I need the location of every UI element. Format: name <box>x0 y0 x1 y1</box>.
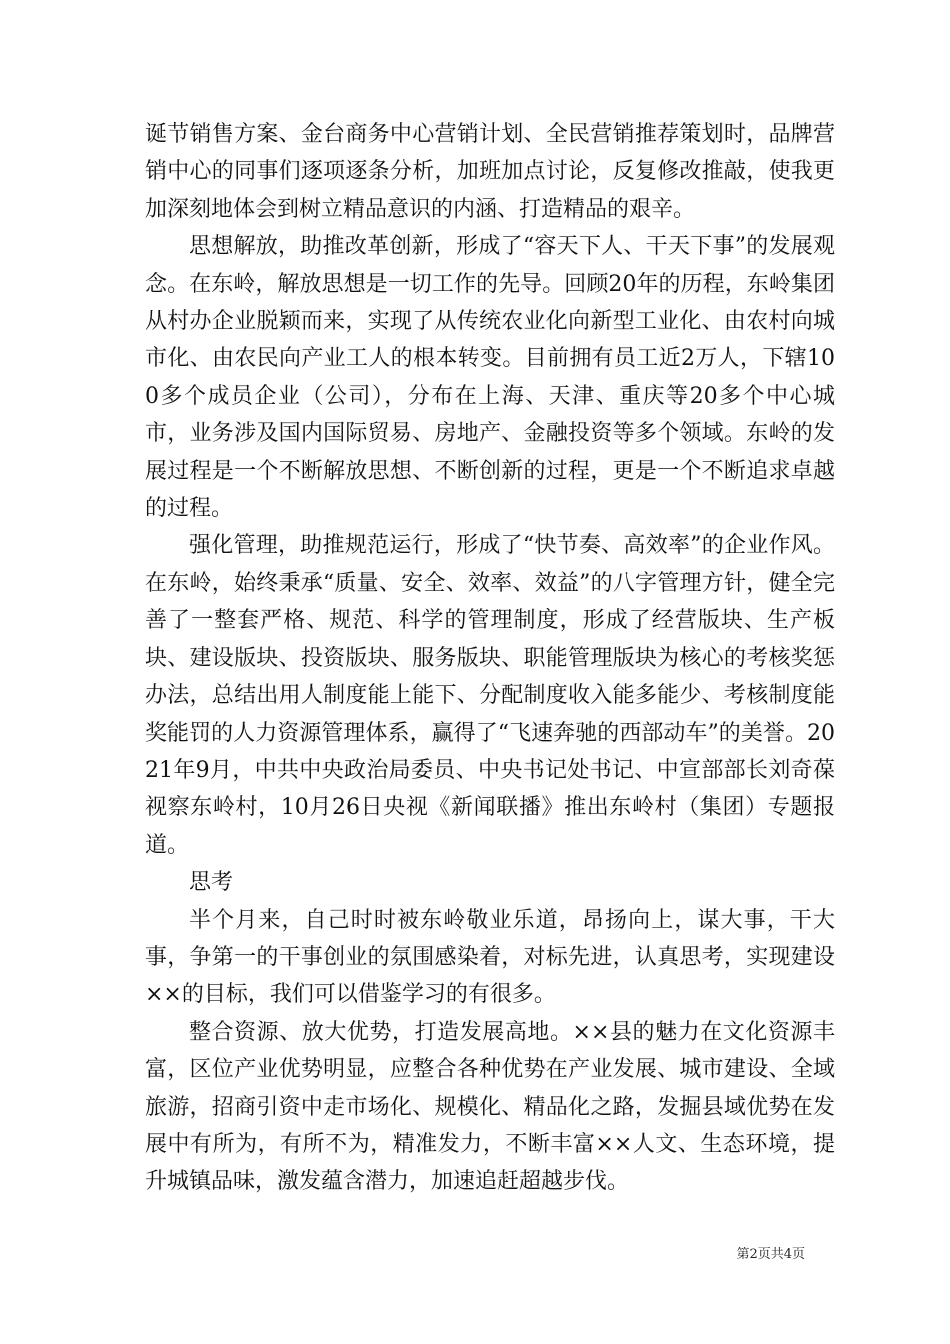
paragraph-continuation: 诞节销售方案、金台商务中心营销计划、全民营销推荐策划时，品牌营销中心的同事们逐项逐条分析，加班加点讨论，反复修改推敲，使我更加深刻地体会到树立精品意识的内涵、打造精品的艰辛。 <box>145 122 835 222</box>
paragraph-ideology: 思想解放，助推改革创新，形成了“容天下人、干天下事”的发展观念。在东岭，解放思想是一切工作的先导。回顾20年的历程，东岭集团从村办企业脱颖而来，实现了从传统农业化向新型工业化、由农村向城市化、由农民向产业工人的根本转变。目前拥有员工近2万人，下辖100多个成员企业（公司），分布在上海、天津、重庆等20多个中心城市，业务涉及国内国际贸易、房地产、金融投资等多个领域。东岭的发展过程是一个不断解放思想、不断创新的过程，更是一个不断追求卓越的过程。 <box>145 234 835 522</box>
page-number: 第2页共4页 <box>736 1247 805 1262</box>
paragraph-reflection: 半个月来，自己时时被东岭敬业乐道，昂扬向上，谋大事，干大事，争第一的干事创业的氛围感染着，对标先进，认真思考，实现建设××的目标，我们可以借鉴学习的有很多。 <box>145 907 835 1008</box>
document-body <box>145 116 835 1201</box>
paragraph-resources: 整合资源、放大优势，打造发展高地。××县的魅力在文化资源丰富，区位产业优势明显，应整合各种优势在产业发展、城市建设、全域旅游，招商引资中走市场化、规模化、精品化之路，发掘县域优势在发展中有所为，有所不为，精准发力，不断丰富××人文、生态环境，提升城镇品味，激发蕴含潜力，加速追赶超越步伐。 <box>145 1019 835 1195</box>
paragraph-management: 强化管理，助推规范运行，形成了“快节奏、高效率”的企业作风。在东岭，始终秉承“质量、安全、效率、效益”的八字管理方针，健全完善了一整套严格、规范、科学的管理制度，形成了经营版块、生产板块、建设版块、投资版块、服务版块、职能管理版块为核心的考核奖惩办法，总结出用人制度能上能下、分配制度收入能多能少、考核制度能奖能罚的人力资源管理体系，赢得了“飞速奔驰的西部动车”的美誉。2021年9月，中共中央政治局委员、中央书记处书记、中宣部部长刘奇葆视察东岭村，10月26日央视《新闻联播》推出东岭村（集团）专题报道。 <box>145 533 835 858</box>
section-heading-reflection: 思考 <box>189 870 234 896</box>
